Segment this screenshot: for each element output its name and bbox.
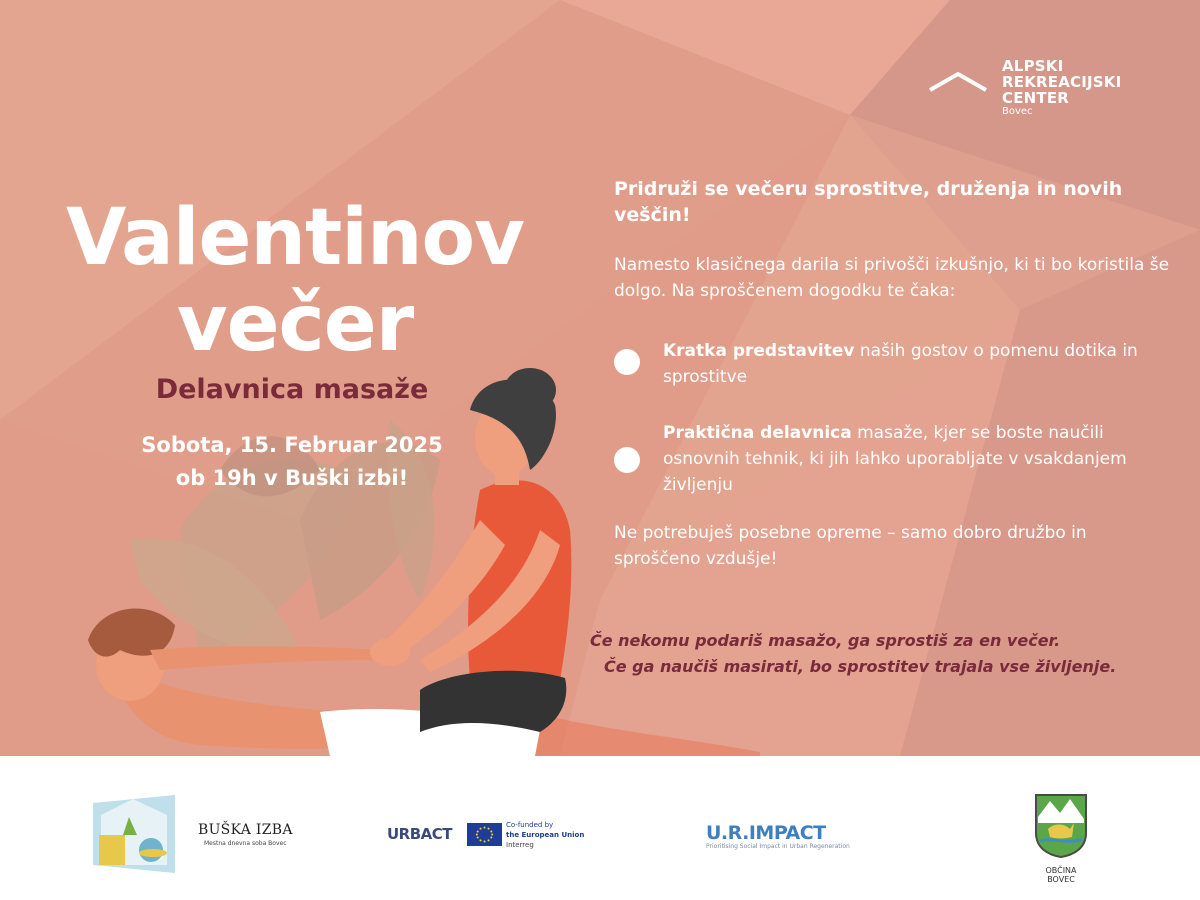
intro-paragraph: Namesto klasičnega darila si privošči izkušnjo, ki ti bo koristila še dolgo. Na sproščenem dogodku te čaka: — [614, 255, 1170, 301]
bullet-2-text: masaže, kjer se boste naučili osnovnih tehnik, ki jih lahko uporabljate v vsakdanjem življenju — [663, 423, 1127, 495]
urimpact-tagline: Prioritising Social Impact in Urban Regeneration — [706, 843, 850, 850]
lead-heading: Pridruži se večeru sprostitve, druženja in novih veščin! — [614, 178, 1123, 226]
bullet-1-text: naših gostov o pomenu dotika in sprostitve — [663, 341, 1138, 387]
bullet-dot-icon — [614, 349, 640, 375]
bovec-coat-of-arms-icon — [1034, 793, 1088, 859]
obcina-bovec-label: OBČINA BOVEC — [1045, 866, 1077, 884]
event-title-line1: Valentinov — [66, 193, 524, 283]
eu-cofunded-line2: the European Union — [506, 831, 585, 839]
buska-izba-logo-icon — [93, 795, 175, 873]
bullet-dot-icon — [614, 447, 640, 473]
brand-place: Bovec — [1002, 106, 1033, 117]
bullet-item-2 — [663, 420, 1163, 498]
brand-line1: ALPSKI — [1002, 57, 1064, 75]
bullet-2-bold: Praktična delavnica — [663, 423, 852, 443]
brand-line2: REKREACIJSKI — [1002, 73, 1122, 91]
urimpact-logo: U.R.IMPACT — [706, 822, 826, 844]
eu-flag-icon — [467, 823, 502, 846]
event-title-line2: večer — [176, 279, 414, 369]
roof-logo-icon — [928, 70, 988, 94]
closing-paragraph: Ne potrebuješ posebne opreme – samo dobro družbo in sproščeno vzdušje! — [614, 523, 1087, 569]
buska-izba-tagline: Mestna dnevna soba Bovec — [204, 840, 287, 847]
sponsor-footer — [0, 756, 1200, 900]
eu-cofunded-line1: Co-funded by — [506, 821, 554, 829]
quote-line1: Če nekomu podariš masažo, ga sprostiš za en večer. — [590, 631, 1061, 650]
urbact-logo: URBACT — [387, 825, 453, 843]
event-time-location: ob 19h v Buški izbi! — [175, 466, 409, 490]
bullet-item-1 — [663, 338, 1163, 390]
buska-izba-name: BUŠKA IZBA — [198, 822, 293, 838]
brand-line3: CENTER — [1002, 89, 1070, 107]
bullet-1-bold: Kratka predstavitev — [663, 341, 855, 361]
quote-line2: Če ga naučiš masirati, bo sprostitev trajala vse življenje. — [604, 657, 1117, 676]
eu-interreg: Interreg — [506, 841, 534, 849]
event-subtitle: Delavnica masaže — [155, 374, 429, 405]
event-date: Sobota, 15. Februar 2025 — [141, 433, 443, 457]
